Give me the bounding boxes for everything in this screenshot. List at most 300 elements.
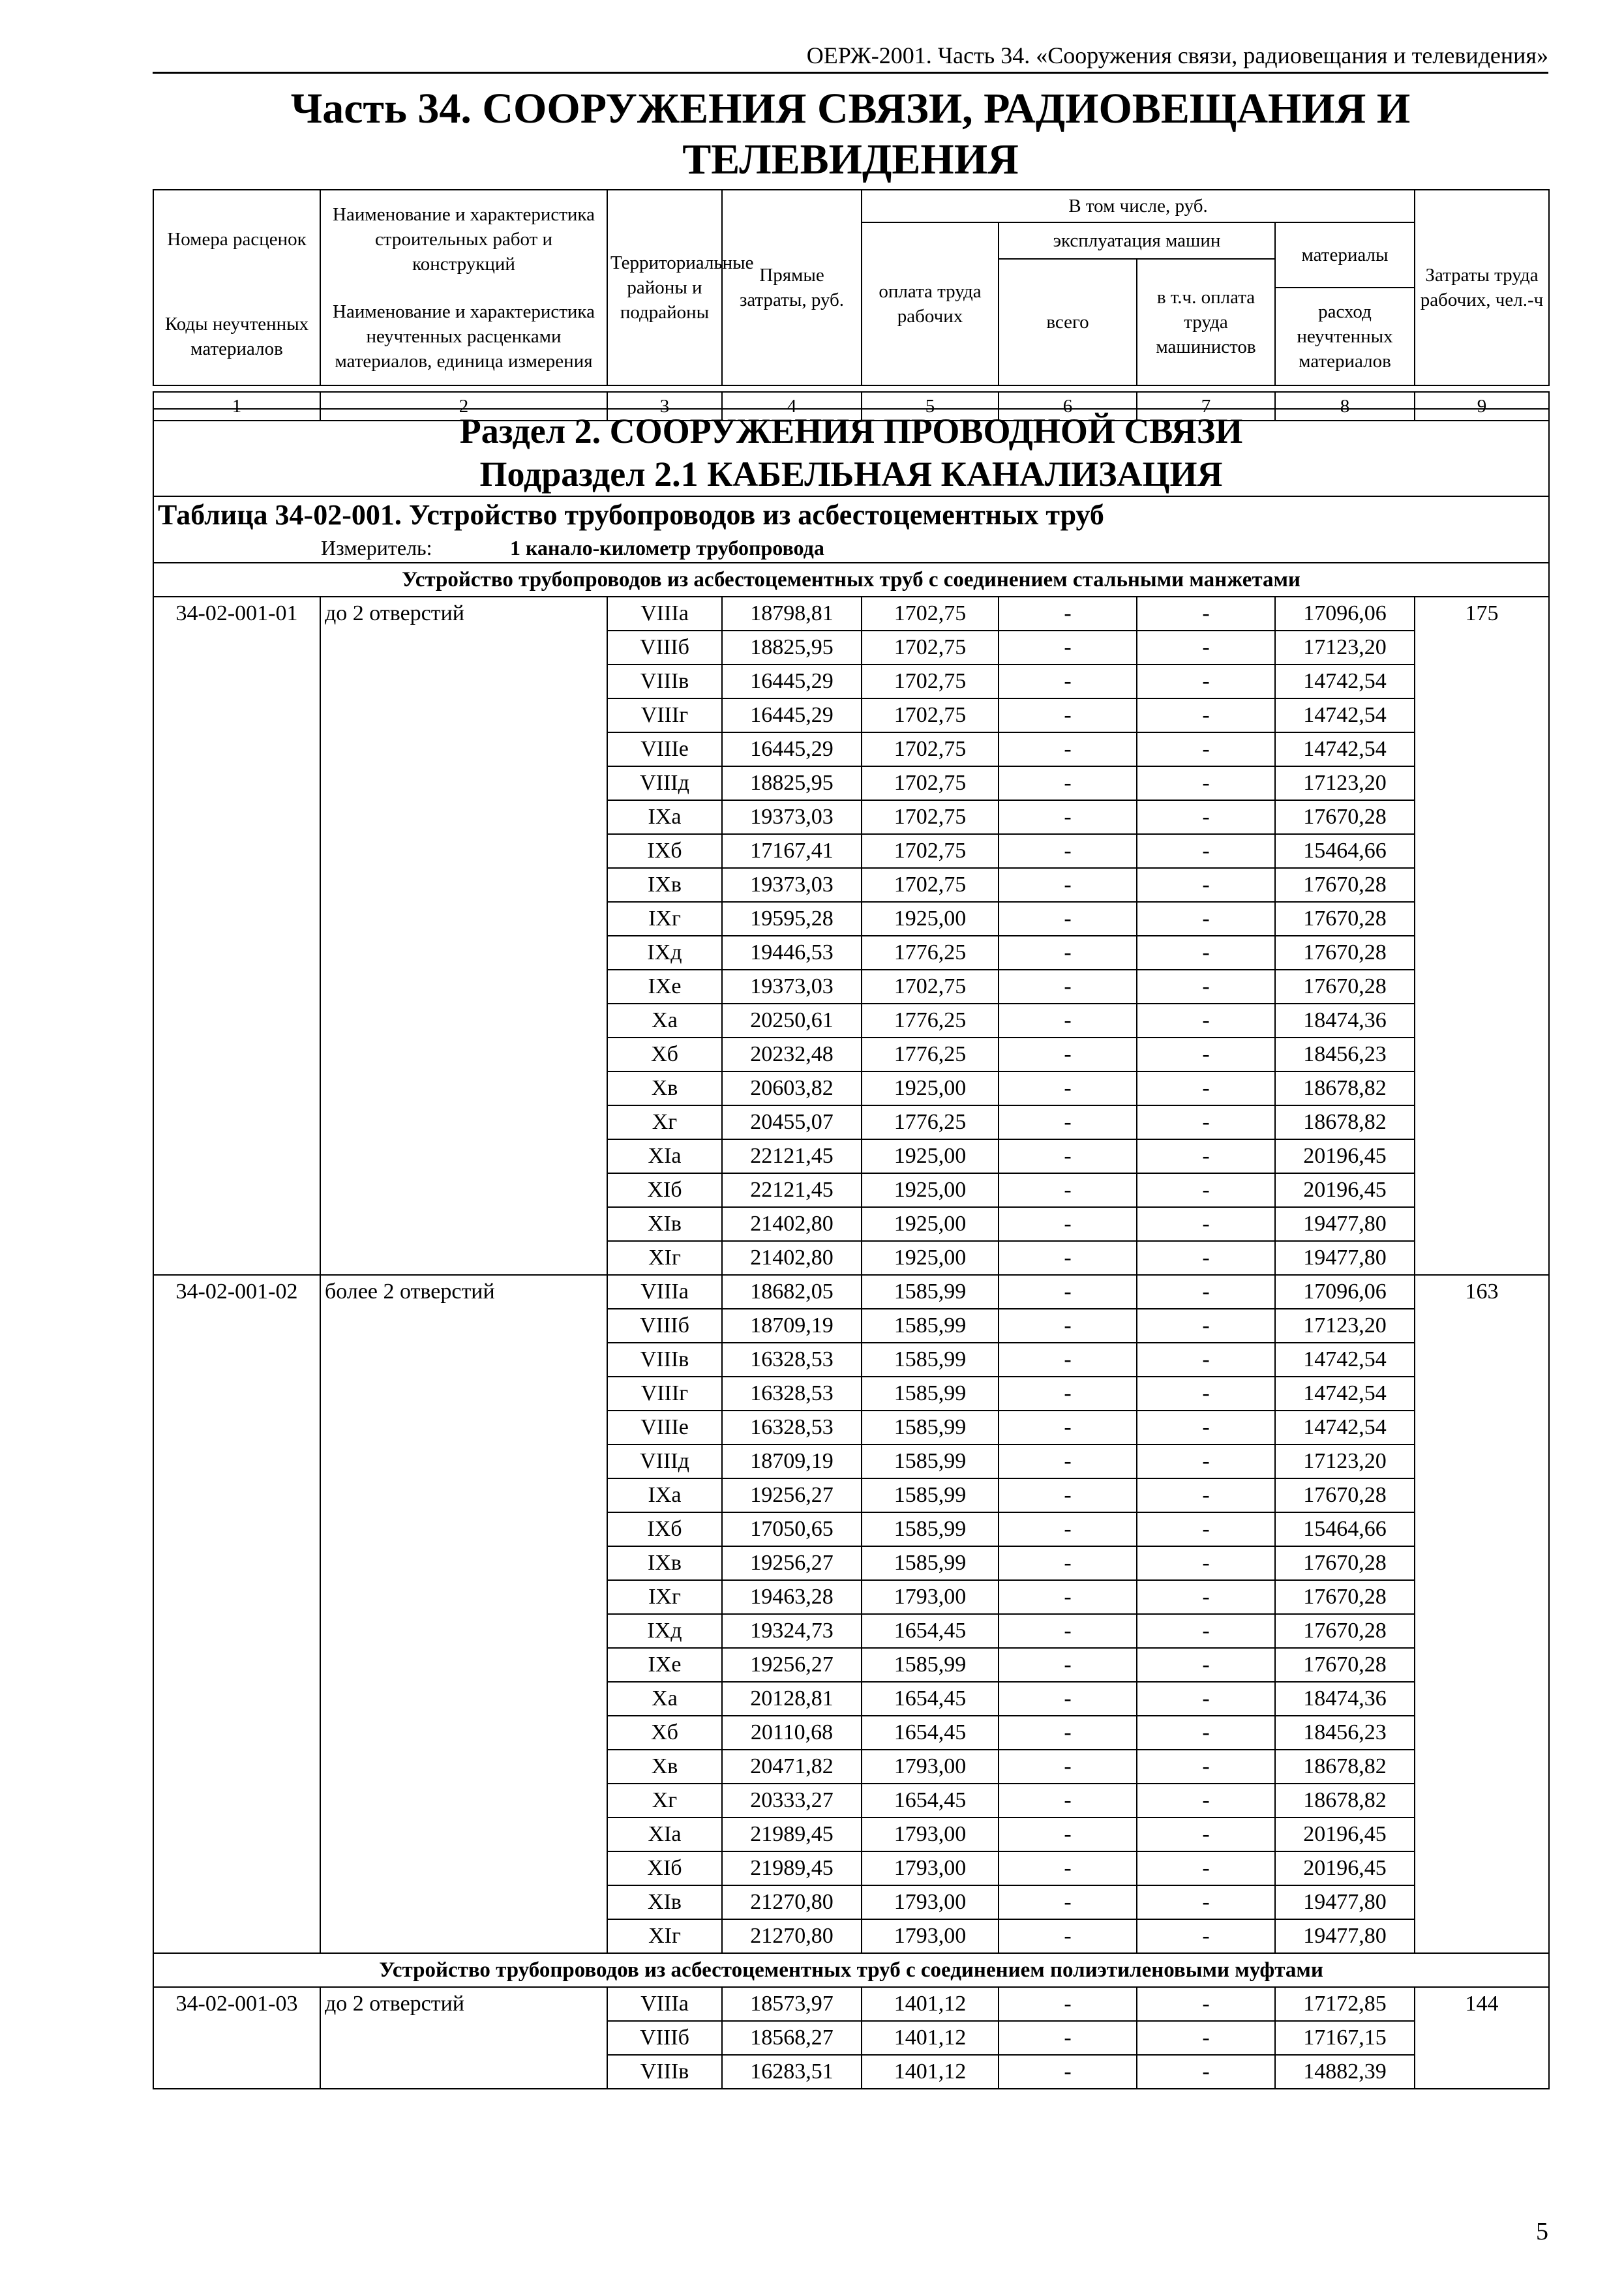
- machines-total-cell: -: [999, 1275, 1137, 1309]
- materials-cell: 15464,66: [1275, 834, 1415, 868]
- machinists-pay-cell: -: [1137, 1716, 1275, 1750]
- machinists-pay-cell: -: [1137, 597, 1275, 631]
- direct-costs-cell: 16328,53: [722, 1411, 862, 1444]
- col-header-machinists-pay: в т.ч. оплата труда машинистов: [1137, 259, 1275, 385]
- direct-costs-cell: 19324,73: [722, 1614, 862, 1648]
- territory-cell: XIб: [607, 1851, 722, 1885]
- direct-costs-cell: 22121,45: [722, 1173, 862, 1207]
- machines-total-cell: -: [999, 800, 1137, 834]
- worker-pay-cell: 1925,00: [862, 1071, 999, 1105]
- worker-pay-cell: 1585,99: [862, 1546, 999, 1580]
- territory-cell: XIа: [607, 1818, 722, 1851]
- col-number-4: 4: [722, 392, 862, 421]
- direct-costs-cell: 21402,80: [722, 1207, 862, 1241]
- machines-total-cell: -: [999, 1750, 1137, 1784]
- territory-cell: VIIIд: [607, 1444, 722, 1478]
- col-header-material-codes: Коды неучтенных материалов: [153, 288, 320, 385]
- col-header-material-usage: расход неучтенных материалов: [1275, 288, 1415, 385]
- territory-cell: IXб: [607, 1512, 722, 1546]
- direct-costs-cell: 18709,19: [722, 1444, 862, 1478]
- section-title: Раздел 2. СООРУЖЕНИЯ ПРОВОДНОЙ СВЯЗИ: [153, 409, 1549, 453]
- territory-cell: XIг: [607, 1241, 722, 1275]
- worker-pay-cell: 1654,45: [862, 1784, 999, 1818]
- worker-pay-cell: 1793,00: [862, 1818, 999, 1851]
- worker-pay-cell: 1585,99: [862, 1343, 999, 1377]
- col-header-material-names: Наименование и характеристика неучтенных расценками материалов, единица измерения: [320, 288, 607, 385]
- territory-cell: XIб: [607, 1173, 722, 1207]
- territory-cell: IXд: [607, 936, 722, 970]
- territory-cell: VIIIа: [607, 1275, 722, 1309]
- territory-cell: IXе: [607, 1648, 722, 1682]
- direct-costs-cell: 18709,19: [722, 1309, 862, 1343]
- territory-cell: XIг: [607, 1919, 722, 1953]
- machinists-pay-cell: -: [1137, 834, 1275, 868]
- materials-cell: 18678,82: [1275, 1784, 1415, 1818]
- machinists-pay-cell: -: [1137, 1241, 1275, 1275]
- machinists-pay-cell: -: [1137, 1309, 1275, 1343]
- direct-costs-cell: 19373,03: [722, 970, 862, 1004]
- materials-cell: 17167,15: [1275, 2021, 1415, 2055]
- direct-costs-cell: 20455,07: [722, 1105, 862, 1139]
- direct-costs-cell: 18825,95: [722, 766, 862, 800]
- col-number-3: 3: [607, 392, 722, 421]
- table-row: [153, 1275, 1549, 1309]
- worker-pay-cell: 1654,45: [862, 1614, 999, 1648]
- rates-table: [153, 408, 1550, 2089]
- territory-cell: VIIIб: [607, 631, 722, 665]
- materials-cell: 14742,54: [1275, 1411, 1415, 1444]
- col-header-worker-pay: оплата труда рабочих: [862, 222, 999, 385]
- materials-cell: 18456,23: [1275, 1716, 1415, 1750]
- col-header-rate-number: Номера расценок: [153, 190, 320, 288]
- direct-costs-cell: 16283,51: [722, 2055, 862, 2089]
- materials-cell: 17123,20: [1275, 766, 1415, 800]
- direct-costs-cell: 21402,80: [722, 1241, 862, 1275]
- worker-pay-cell: 1702,75: [862, 834, 999, 868]
- worker-pay-cell: 1401,12: [862, 2055, 999, 2089]
- direct-costs-cell: 21270,80: [722, 1919, 862, 1953]
- worker-pay-cell: 1776,25: [862, 1038, 999, 1071]
- labor-cost: 163: [1415, 1275, 1549, 1953]
- territory-cell: IXе: [607, 970, 722, 1004]
- territory-cell: VIIIа: [607, 1987, 722, 2021]
- territory-cell: Xа: [607, 1004, 722, 1038]
- machines-total-cell: -: [999, 1851, 1137, 1885]
- machines-total-cell: -: [999, 1818, 1137, 1851]
- direct-costs-cell: 16328,53: [722, 1343, 862, 1377]
- materials-cell: 17670,28: [1275, 1580, 1415, 1614]
- materials-cell: 20196,45: [1275, 1818, 1415, 1851]
- territory-cell: VIIIа: [607, 597, 722, 631]
- territory-cell: Xв: [607, 1071, 722, 1105]
- col-header-machines: эксплуатация машин: [999, 222, 1275, 259]
- table-row: [153, 597, 1549, 631]
- materials-cell: 17670,28: [1275, 868, 1415, 902]
- worker-pay-cell: 1585,99: [862, 1512, 999, 1546]
- machines-total-cell: -: [999, 1478, 1137, 1512]
- worker-pay-cell: 1702,75: [862, 665, 999, 698]
- machinists-pay-cell: -: [1137, 1614, 1275, 1648]
- worker-pay-cell: 1585,99: [862, 1411, 999, 1444]
- worker-pay-cell: 1702,75: [862, 732, 999, 766]
- machinists-pay-cell: -: [1137, 1444, 1275, 1478]
- materials-cell: 14742,54: [1275, 665, 1415, 698]
- meter-value: 1 канало-километр трубопровода: [510, 536, 824, 560]
- worker-pay-cell: 1776,25: [862, 936, 999, 970]
- materials-cell: 17670,28: [1275, 1546, 1415, 1580]
- materials-cell: 19477,80: [1275, 1241, 1415, 1275]
- machines-total-cell: -: [999, 1987, 1137, 2021]
- materials-cell: 17670,28: [1275, 902, 1415, 936]
- col-header-machines-total: всего: [999, 259, 1137, 385]
- machinists-pay-cell: -: [1137, 1038, 1275, 1071]
- worker-pay-cell: 1793,00: [862, 1885, 999, 1919]
- materials-cell: 18456,23: [1275, 1038, 1415, 1071]
- machines-total-cell: -: [999, 597, 1137, 631]
- materials-cell: 17670,28: [1275, 1648, 1415, 1682]
- territory-cell: VIIIд: [607, 766, 722, 800]
- worker-pay-cell: 1702,75: [862, 868, 999, 902]
- col-header-territory: Территориальные районы и подрайоны: [607, 190, 722, 385]
- worker-pay-cell: 1702,75: [862, 970, 999, 1004]
- materials-cell: 17123,20: [1275, 1309, 1415, 1343]
- direct-costs-cell: 16445,29: [722, 698, 862, 732]
- territory-cell: IXд: [607, 1614, 722, 1648]
- machines-total-cell: -: [999, 1343, 1137, 1377]
- materials-cell: 17670,28: [1275, 800, 1415, 834]
- table-title: Таблица 34-02-001. Устройство трубопроводов из асбестоцементных труб: [153, 496, 1549, 533]
- worker-pay-cell: 1585,99: [862, 1478, 999, 1512]
- machines-total-cell: -: [999, 631, 1137, 665]
- machines-total-cell: -: [999, 1784, 1137, 1818]
- machinists-pay-cell: -: [1137, 1987, 1275, 2021]
- machinists-pay-cell: -: [1137, 1343, 1275, 1377]
- direct-costs-cell: 16328,53: [722, 1377, 862, 1411]
- worker-pay-cell: 1702,75: [862, 597, 999, 631]
- direct-costs-cell: 19256,27: [722, 1546, 862, 1580]
- machines-total-cell: -: [999, 2055, 1137, 2089]
- territory-cell: IXв: [607, 868, 722, 902]
- machines-total-cell: -: [999, 1139, 1137, 1173]
- machinists-pay-cell: -: [1137, 1478, 1275, 1512]
- materials-cell: 19477,80: [1275, 1207, 1415, 1241]
- group-title: Устройство трубопроводов из асбестоцементных труб с соединением полиэтиленовыми муфтами: [153, 1953, 1549, 1987]
- materials-cell: 18678,82: [1275, 1105, 1415, 1139]
- machines-total-cell: -: [999, 1580, 1137, 1614]
- direct-costs-cell: 19373,03: [722, 800, 862, 834]
- work-name: до 2 отверстий: [320, 597, 607, 1275]
- materials-cell: 17670,28: [1275, 970, 1415, 1004]
- work-name: до 2 отверстий: [320, 1987, 607, 2089]
- direct-costs-cell: 16445,29: [722, 665, 862, 698]
- col-number-1: 1: [153, 392, 320, 421]
- materials-cell: 14882,39: [1275, 2055, 1415, 2089]
- territory-cell: VIIIб: [607, 2021, 722, 2055]
- machines-total-cell: -: [999, 902, 1137, 936]
- machinists-pay-cell: -: [1137, 766, 1275, 800]
- direct-costs-cell: 19446,53: [722, 936, 862, 970]
- worker-pay-cell: 1654,45: [862, 1682, 999, 1716]
- territory-cell: Xг: [607, 1784, 722, 1818]
- materials-cell: 17123,20: [1275, 631, 1415, 665]
- worker-pay-cell: 1585,99: [862, 1275, 999, 1309]
- machinists-pay-cell: -: [1137, 1411, 1275, 1444]
- direct-costs-cell: 19463,28: [722, 1580, 862, 1614]
- worker-pay-cell: 1925,00: [862, 1207, 999, 1241]
- machines-total-cell: -: [999, 665, 1137, 698]
- direct-costs-cell: 20471,82: [722, 1750, 862, 1784]
- machines-total-cell: -: [999, 1105, 1137, 1139]
- machinists-pay-cell: -: [1137, 800, 1275, 834]
- materials-cell: 17096,06: [1275, 1275, 1415, 1309]
- direct-costs-cell: 21989,45: [722, 1818, 862, 1851]
- territory-cell: IXг: [607, 1580, 722, 1614]
- col-number-5: 5: [862, 392, 999, 421]
- machines-total-cell: -: [999, 1241, 1137, 1275]
- materials-cell: 14742,54: [1275, 698, 1415, 732]
- machinists-pay-cell: -: [1137, 1139, 1275, 1173]
- col-number-8: 8: [1275, 392, 1415, 421]
- direct-costs-cell: 19256,27: [722, 1478, 862, 1512]
- machines-total-cell: -: [999, 698, 1137, 732]
- materials-cell: 20196,45: [1275, 1139, 1415, 1173]
- machinists-pay-cell: -: [1137, 902, 1275, 936]
- machines-total-cell: -: [999, 936, 1137, 970]
- col-header-work-name: Наименование и характеристика строительных работ и конструкций: [320, 190, 607, 288]
- worker-pay-cell: 1793,00: [862, 1750, 999, 1784]
- machines-total-cell: -: [999, 1444, 1137, 1478]
- labor-cost: 175: [1415, 597, 1549, 1275]
- machinists-pay-cell: -: [1137, 1377, 1275, 1411]
- subsection-title: Подраздел 2.1 КАБЕЛЬНАЯ КАНАЛИЗАЦИЯ: [153, 453, 1549, 496]
- direct-costs-cell: 18682,05: [722, 1275, 862, 1309]
- worker-pay-cell: 1585,99: [862, 1377, 999, 1411]
- machines-total-cell: -: [999, 1377, 1137, 1411]
- machines-total-cell: -: [999, 1546, 1137, 1580]
- page-number: 5: [1536, 2218, 1548, 2245]
- machinists-pay-cell: -: [1137, 1546, 1275, 1580]
- machinists-pay-cell: -: [1137, 1851, 1275, 1885]
- territory-cell: XIв: [607, 1207, 722, 1241]
- worker-pay-cell: 1925,00: [862, 1241, 999, 1275]
- work-name: более 2 отверстий: [320, 1275, 607, 1953]
- materials-cell: 14742,54: [1275, 1343, 1415, 1377]
- machinists-pay-cell: -: [1137, 732, 1275, 766]
- territory-cell: Xб: [607, 1038, 722, 1071]
- direct-costs-cell: 19595,28: [722, 902, 862, 936]
- rate-code: 34-02-001-03: [153, 1987, 320, 2089]
- machinists-pay-cell: -: [1137, 1207, 1275, 1241]
- direct-costs-cell: 20110,68: [722, 1716, 862, 1750]
- materials-cell: 18678,82: [1275, 1750, 1415, 1784]
- direct-costs-cell: 20603,82: [722, 1071, 862, 1105]
- machines-total-cell: -: [999, 1716, 1137, 1750]
- machinists-pay-cell: -: [1137, 1275, 1275, 1309]
- part-title-line-2: ТЕЛЕВИДЕНИЯ: [682, 136, 1019, 183]
- worker-pay-cell: 1702,75: [862, 766, 999, 800]
- worker-pay-cell: 1925,00: [862, 902, 999, 936]
- direct-costs-cell: 18568,27: [722, 2021, 862, 2055]
- worker-pay-cell: 1776,25: [862, 1004, 999, 1038]
- col-number-7: 7: [1137, 392, 1275, 421]
- direct-costs-cell: 19373,03: [722, 868, 862, 902]
- machines-total-cell: -: [999, 1682, 1137, 1716]
- direct-costs-cell: 18573,97: [722, 1987, 862, 2021]
- machinists-pay-cell: -: [1137, 1818, 1275, 1851]
- machinists-pay-cell: -: [1137, 1784, 1275, 1818]
- machinists-pay-cell: -: [1137, 2021, 1275, 2055]
- worker-pay-cell: 1585,99: [862, 1309, 999, 1343]
- territory-cell: VIIIб: [607, 1309, 722, 1343]
- territory-cell: Xв: [607, 1750, 722, 1784]
- territory-cell: VIIIв: [607, 1343, 722, 1377]
- direct-costs-cell: 20250,61: [722, 1004, 862, 1038]
- materials-cell: 18474,36: [1275, 1004, 1415, 1038]
- col-number-9: 9: [1415, 392, 1549, 421]
- labor-cost: 144: [1415, 1987, 1549, 2089]
- territory-cell: VIIIг: [607, 1377, 722, 1411]
- territory-cell: IXа: [607, 1478, 722, 1512]
- materials-cell: 14742,54: [1275, 1377, 1415, 1411]
- machinists-pay-cell: -: [1137, 1071, 1275, 1105]
- machinists-pay-cell: -: [1137, 1919, 1275, 1953]
- materials-cell: 19477,80: [1275, 1885, 1415, 1919]
- territory-cell: VIIIе: [607, 732, 722, 766]
- materials-cell: 17172,85: [1275, 1987, 1415, 2021]
- machines-total-cell: -: [999, 970, 1137, 1004]
- territory-cell: IXв: [607, 1546, 722, 1580]
- machinists-pay-cell: -: [1137, 1004, 1275, 1038]
- materials-cell: 17670,28: [1275, 1478, 1415, 1512]
- direct-costs-cell: 20232,48: [722, 1038, 862, 1071]
- worker-pay-cell: 1702,75: [862, 698, 999, 732]
- territory-cell: VIIIв: [607, 2055, 722, 2089]
- part-title-line-1: Часть 34. СООРУЖЕНИЯ СВЯЗИ, РАДИОВЕЩАНИЯ И: [290, 85, 1411, 132]
- machines-total-cell: -: [999, 1004, 1137, 1038]
- territory-cell: VIIIг: [607, 698, 722, 732]
- worker-pay-cell: 1401,12: [862, 2021, 999, 2055]
- direct-costs-cell: 20333,27: [722, 1784, 862, 1818]
- territory-cell: IXа: [607, 800, 722, 834]
- machines-total-cell: -: [999, 732, 1137, 766]
- machinists-pay-cell: -: [1137, 665, 1275, 698]
- direct-costs-cell: 17167,41: [722, 834, 862, 868]
- territory-cell: Xа: [607, 1682, 722, 1716]
- materials-cell: 14742,54: [1275, 732, 1415, 766]
- table-row: [153, 1987, 1549, 2021]
- materials-cell: 17096,06: [1275, 597, 1415, 631]
- materials-cell: 15464,66: [1275, 1512, 1415, 1546]
- materials-cell: 20196,45: [1275, 1851, 1415, 1885]
- direct-costs-cell: 18825,95: [722, 631, 862, 665]
- meter-label: Измеритель:: [321, 536, 432, 560]
- group-title: Устройство трубопроводов из асбестоцементных труб с соединением стальными манжетами: [153, 563, 1549, 597]
- direct-costs-cell: 17050,65: [722, 1512, 862, 1546]
- territory-cell: XIв: [607, 1885, 722, 1919]
- machinists-pay-cell: -: [1137, 1885, 1275, 1919]
- machinists-pay-cell: -: [1137, 1105, 1275, 1139]
- territory-cell: Xг: [607, 1105, 722, 1139]
- direct-costs-cell: 20128,81: [722, 1682, 862, 1716]
- col-header-direct-costs: Прямые затраты, руб.: [722, 190, 862, 385]
- machines-total-cell: -: [999, 834, 1137, 868]
- materials-cell: 18474,36: [1275, 1682, 1415, 1716]
- direct-costs-cell: 18798,81: [722, 597, 862, 631]
- machinists-pay-cell: -: [1137, 1648, 1275, 1682]
- meter-row: [153, 533, 1549, 563]
- machinists-pay-cell: -: [1137, 1682, 1275, 1716]
- direct-costs-cell: 21989,45: [722, 1851, 862, 1885]
- machinists-pay-cell: -: [1137, 631, 1275, 665]
- worker-pay-cell: 1654,45: [862, 1716, 999, 1750]
- machines-total-cell: -: [999, 1614, 1137, 1648]
- machines-total-cell: -: [999, 868, 1137, 902]
- machines-total-cell: -: [999, 1071, 1137, 1105]
- machines-total-cell: -: [999, 1038, 1137, 1071]
- rate-code: 34-02-001-02: [153, 1275, 320, 1953]
- territory-cell: Xб: [607, 1716, 722, 1750]
- machines-total-cell: -: [999, 1919, 1137, 1953]
- machines-total-cell: -: [999, 766, 1137, 800]
- worker-pay-cell: 1702,75: [862, 631, 999, 665]
- machinists-pay-cell: -: [1137, 936, 1275, 970]
- machines-total-cell: -: [999, 1885, 1137, 1919]
- materials-cell: 20196,45: [1275, 1173, 1415, 1207]
- worker-pay-cell: 1793,00: [862, 1919, 999, 1953]
- worker-pay-cell: 1776,25: [862, 1105, 999, 1139]
- col-number-2: 2: [320, 392, 607, 421]
- machinists-pay-cell: -: [1137, 970, 1275, 1004]
- machines-total-cell: -: [999, 1173, 1137, 1207]
- materials-cell: 18678,82: [1275, 1071, 1415, 1105]
- materials-cell: 17670,28: [1275, 1614, 1415, 1648]
- territory-cell: IXб: [607, 834, 722, 868]
- machines-total-cell: -: [999, 1207, 1137, 1241]
- worker-pay-cell: 1585,99: [862, 1444, 999, 1478]
- worker-pay-cell: 1925,00: [862, 1139, 999, 1173]
- materials-cell: 17123,20: [1275, 1444, 1415, 1478]
- worker-pay-cell: 1793,00: [862, 1851, 999, 1885]
- direct-costs-cell: 21270,80: [722, 1885, 862, 1919]
- machines-total-cell: -: [999, 1512, 1137, 1546]
- machines-total-cell: -: [999, 2021, 1137, 2055]
- worker-pay-cell: 1793,00: [862, 1580, 999, 1614]
- worker-pay-cell: 1925,00: [862, 1173, 999, 1207]
- col-header-labor: Затраты труда рабочих, чел.-ч: [1415, 190, 1549, 385]
- direct-costs-cell: 16445,29: [722, 732, 862, 766]
- machinists-pay-cell: -: [1137, 1173, 1275, 1207]
- materials-cell: 19477,80: [1275, 1919, 1415, 1953]
- running-header: ОЕРЖ-2001. Часть 34. «Сооружения связи, радиовещания и телевидения»: [153, 39, 1548, 74]
- machinists-pay-cell: -: [1137, 698, 1275, 732]
- machinists-pay-cell: -: [1137, 1580, 1275, 1614]
- direct-costs-cell: 19256,27: [722, 1648, 862, 1682]
- part-title: [153, 83, 1548, 185]
- direct-costs-cell: 22121,45: [722, 1139, 862, 1173]
- machinists-pay-cell: -: [1137, 868, 1275, 902]
- territory-cell: XIа: [607, 1139, 722, 1173]
- territory-cell: IXг: [607, 902, 722, 936]
- machines-total-cell: -: [999, 1648, 1137, 1682]
- machines-total-cell: -: [999, 1309, 1137, 1343]
- machinists-pay-cell: -: [1137, 1512, 1275, 1546]
- col-header-including: В том числе, руб.: [862, 190, 1415, 222]
- worker-pay-cell: 1585,99: [862, 1648, 999, 1682]
- machinists-pay-cell: -: [1137, 2055, 1275, 2089]
- machines-total-cell: -: [999, 1411, 1137, 1444]
- territory-cell: VIIIе: [607, 1411, 722, 1444]
- column-header-table: [153, 189, 1550, 421]
